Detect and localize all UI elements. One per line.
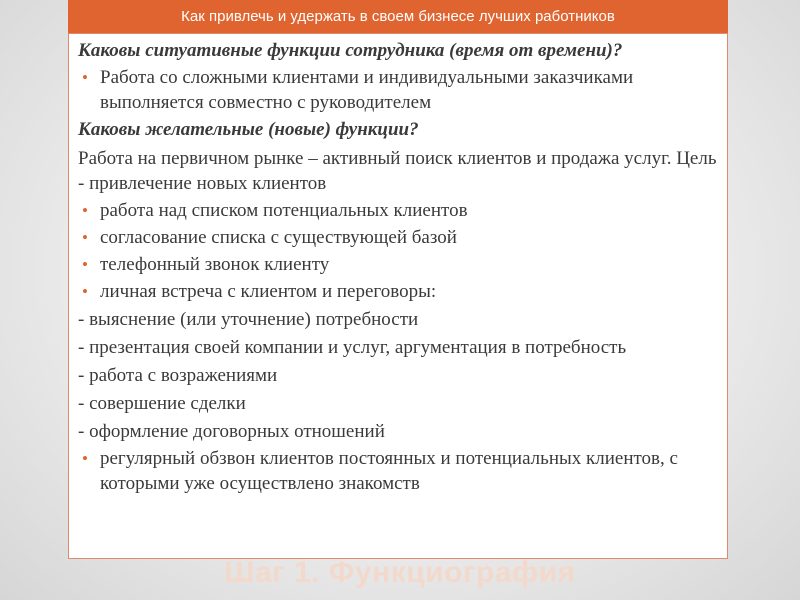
bullet-item [78, 65, 719, 115]
dash-item: - работа с возражениями [78, 365, 278, 386]
dash-item: - оформление договорных отношений [78, 421, 385, 442]
bullet-dot-icon: • [82, 228, 88, 247]
bullet-text: телефонный звонок клиенту [100, 254, 330, 275]
bullet-text: согласование списка с существующей базой [100, 227, 457, 248]
bullet-text: личная встреча с клиентом и переговоры: [100, 281, 437, 302]
bullet-dot-icon: • [82, 68, 88, 87]
bullet-text: регулярный обзвон клиентов постоянных и потенциальных клиентов, с которыми уже осуществлено знакомств [100, 448, 678, 494]
slide-title: Как привлечь и удержать в своем бизнесе лучших работников [181, 8, 615, 25]
dash-item: - выяснение (или уточнение) потребности [78, 309, 419, 330]
bullet-text: работа над списком потенциальных клиентов [100, 200, 468, 221]
footer-step-title: Шаг 1. Функциография [224, 556, 576, 589]
content-box [68, 33, 728, 559]
dash-item: - презентация своей компании и услуг, аргументация в потребность [78, 337, 627, 358]
bullet-item [78, 225, 719, 250]
heading-situational-functions: Каковы ситуативные функции сотрудника (время от времени)? [78, 40, 623, 61]
bullet-item [78, 279, 719, 304]
paragraph-primary-market: Работа на первичном рынке – активный поиск клиентов и продажа услуг. Цель - привлечение новых клиентов [78, 148, 717, 194]
bullet-item [78, 446, 719, 496]
heading-desired-functions: Каковы желательные (новые) функции? [78, 119, 419, 140]
bullet-item [78, 252, 719, 277]
bullet-text: Работа со сложными клиентами и индивидуальными заказчиками выполняется совместно с руководителем [100, 67, 634, 113]
bullet-dot-icon: • [82, 282, 88, 301]
bullet-dot-icon: • [82, 201, 88, 220]
bullet-dot-icon: • [82, 255, 88, 274]
dash-item: - совершение сделки [78, 393, 246, 414]
slide-title-bar [68, 0, 728, 33]
bullet-item [78, 198, 719, 223]
bullet-dot-icon: • [82, 449, 88, 468]
